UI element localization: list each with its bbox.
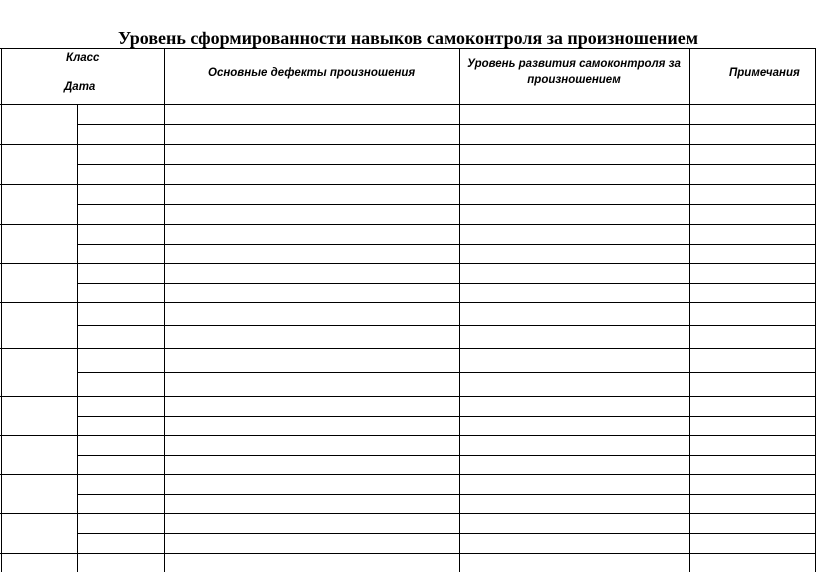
header-defects: Основные дефекты произношения	[208, 67, 416, 79]
header-level-line1: Уровень развития самоконтроля за	[467, 58, 681, 70]
header-class: Класс	[66, 52, 100, 64]
header-level-line2: произношением	[527, 74, 621, 86]
header-notes: Примечания	[729, 67, 800, 79]
skills-table	[0, 48, 816, 572]
page-title: Уровень сформированности навыков самоконтроля за произношением	[118, 28, 698, 48]
table-grid-lines	[0, 48, 816, 572]
header-level	[460, 56, 688, 88]
header-date: Дата	[64, 81, 96, 93]
